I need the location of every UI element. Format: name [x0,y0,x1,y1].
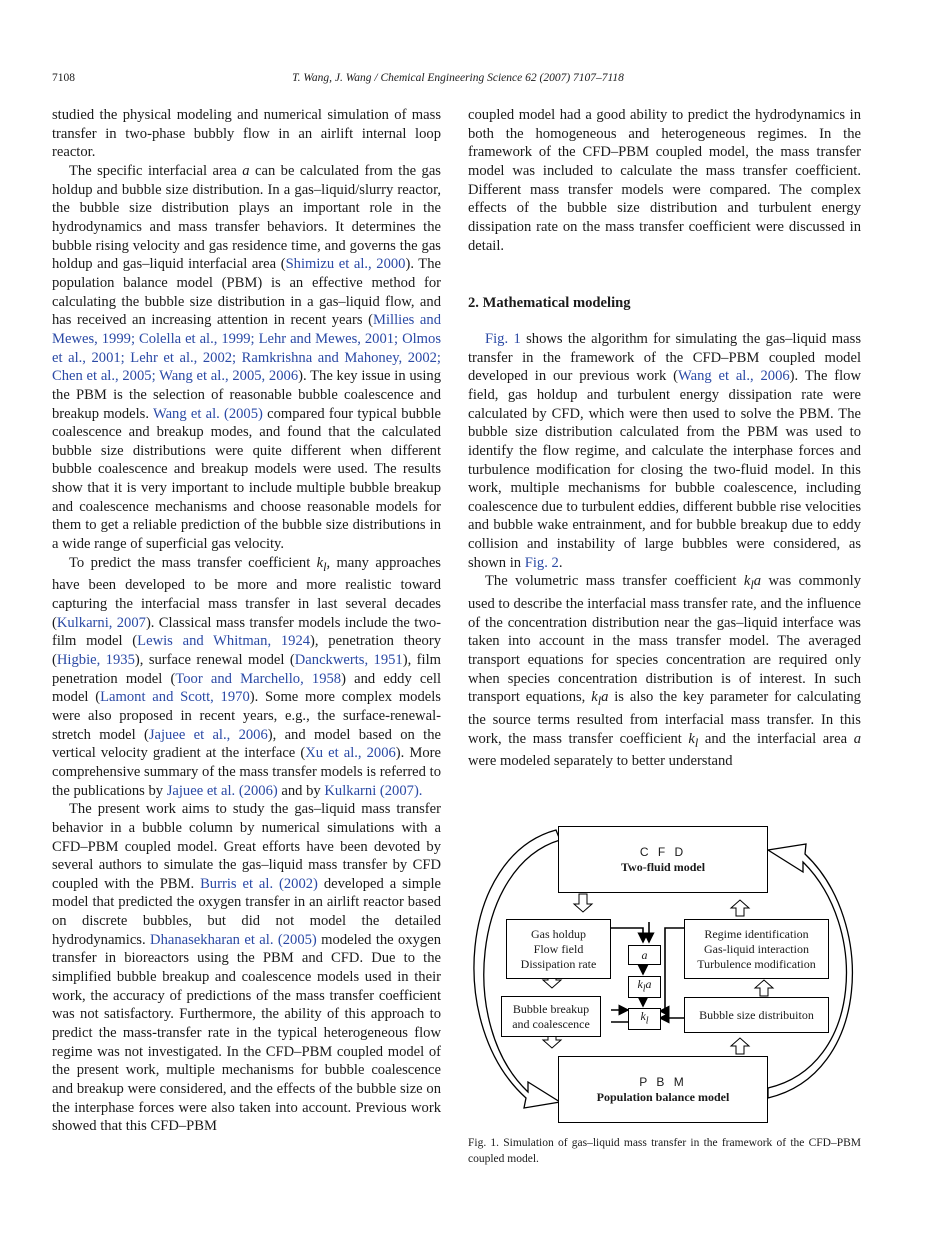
cfd-subtitle: Two-fluid model [620,859,706,874]
figure-link[interactable]: Fig. 2 [524,554,559,571]
citation-link[interactable]: Wang et al. (2005) [152,405,263,422]
paragraph: coupled model had a good ability to predict the hydrodynamics in both the homogeneous and heterogeneous regimes. In the framework of the CFD–PBM coupled model, the mass transfer model was included to calculate the mass transfer coefficient. Different mass transfer models were compared. The complex effects of the bubble size distribution and turbulent energy dissipation rate on the mass transfer coefficient were discussed in detail. [468,107,861,254]
citation-link[interactable]: Kulkarni (2007). [324,782,423,799]
citation-link[interactable]: Jajuee et al., 2006 [148,726,268,743]
pbm-title: P B M [639,1074,687,1089]
hollow-arrow-up [731,1038,749,1054]
left-column [52,106,441,1136]
figure-1 [468,826,861,1126]
citation-link[interactable]: Lamont and Scott, 1970 [100,689,250,706]
paragraph: The present work aims to study the gas–liquid mass transfer behavior in a bubble column by numerical simulations with a CFD–PBM coupled model. Great efforts have been devoted by several authors to simulate the gas–liquid mass transfer by CFD coupled with the PBM. Burris et al. (2002) developed a simple model that predicted the oxygen transfer in an airlift reactor based on discrete bubbles, but did not model the detailed hydrodynamics. Dhanasekharan et al. (2005) modeled the oxygen transfer in bioreactors using the PBM and CFD. Due to the simplified bubble breakup and coalescence models used in their work, the accuracy of predictions of the mass transfer coefficient was not satisfactory. Furthermore, the ability of this approach to predict the mass-transfer rate in the typical heterogeneous flow regime was not investigated. In the CFD–PBM coupled model of the present work, multiple mechanisms for bubble coalescence and breakup were considered, and the effects of the bubble size on the interphase forces were also taken into account. Previous work showed that this CFD–PBM [52,801,441,1135]
cfd-box [558,826,768,893]
interfacial-area-box: a [628,945,661,965]
section-heading: 2. Mathematical modeling [468,295,631,312]
pbm-box [558,1056,768,1123]
figure-link[interactable]: Fig. 1 [485,330,521,347]
running-header [52,72,864,88]
citation-link[interactable]: Jajuee et al. (2006) [166,782,278,799]
paragraph: The specific interfacial area a can be calculated from the gas holdup and bubble size distribution. In a gas–liquid/slurry reactor, the bubble size distribution plays an important role in the hydrodynamics and mass transfer behaviors. It determines the bubble rising velocity and gas residence time, and governs the gas holdup and gas–liquid interfacial area (Shimizu et al., 2000). The population balance model (PBM) is an effective method for calculating the bubble size distribution in a gas–liquid flow, and has received an increasing attention in recent years (Millies and Mewes, 1999; Colella et al., 1999; Lehr and Mewes, 2001; Olmos et al., 2001; Lehr et al., 2002; Ramkrishna and Mahoney, 2002; Chen et al., 2005; Wang et al., 2005, 2006). The key issue in using the PBM is the selection of reasonable bubble coalescence and breakup models. Wang et al. (2005) compared four typical bubble coalescence and breakup modes, and found that the calculated bubble size distributions were quite different when different bubble coalescence and breakup models were used. The results show that it is very important to include multiple bubble breakup and coalescence mechanisms and choose reasonable models for them to get a reliable prediction of the bubble size distributions in a wide range of superficial gas velocity. [52,162,442,553]
paragraph: studied the physical modeling and numerical simulation of mass transfer in two-phase bubbly flow in an airlift internal loop reactor. [52,107,441,161]
cfd-title: C F D [639,844,687,859]
citation-link[interactable]: Millies and Mewes, 1999; Colella et al., 1999; Lehr and Mewes, 2001; Olmos et al., 2001; Lehr et al., 2002; Ramkrishna and Mahoney, 2002; Chen et al., 2005; Wang et al., 2005, 2006 [52,312,442,385]
citation-link[interactable]: Xu et al., 2006 [305,745,396,762]
flow-quantities-box: Gas holdup Flow field Dissipation rate [506,919,611,979]
citation-link[interactable]: Toor and Marchello, 1958 [175,670,342,687]
kla-box: $k_la$ [628,976,661,998]
citation-link[interactable]: Higbie, 1935 [56,651,135,668]
pbm-subtitle: Population balance model [596,1089,730,1104]
figure-caption: Fig. 1. Simulation of gas–liquid mass transfer in the framework of the CFD–PBM coupled model. [468,1137,861,1165]
hollow-arrow-up [755,980,773,996]
paragraph: The volumetric mass transfer coefficient $k_la$ was commonly used to describe the interfacial mass transfer rate, and the influence of the concentration distribution near the gas–liquid interface was taken into account in the mass transfer model. The averaged transport equations for species concentration are required only when species concentration distribution is of interest. In such transport equations, $k_la$ is also the key parameter for calculating the source terms resulted from interfacial mass transfer. In this work, the mass transfer coefficient $k_l$ and the interfacial area a were modeled separately to better understand [468,573,861,770]
paragraph: To predict the mass transfer coefficient $k_l$, many approaches have been developed to be more and more realistic toward capturing the interfacial mass transfer in last several decades (Kulkarni, 2007). Classical mass transfer models include the two-film model (Lewis and Whitman, 1924), penetration theory (Higbie, 1935), surface renewal model (Danckwerts, 1951), film penetration model (Toor and Marchello, 1958) and eddy cell model (Lamont and Scott, 1970). Some more complex models were also proposed in recent years, e.g., the surface-renewal-stretch model (Jajuee et al., 2006), and model based on the vertical velocity gradient at the interface (Xu et al., 2006). More comprehensive summary of the mass transfer models is referred to the publications by Jajuee et al. (2006) and by Kulkarni (2007). [52,554,441,799]
kl-box: $k_l$ [628,1008,661,1030]
regime-box: Regime identification Gas-liquid interaction Turbulence modification [684,919,829,979]
hollow-arrow-up [731,900,749,916]
running-title: T. Wang, J. Wang / Chemical Engineering Science 62 (2007) 7107–7118 [292,72,624,84]
citation-link[interactable]: Danckwerts, 1951 [294,651,403,668]
paragraph: Fig. 1 shows the algorithm for simulating the gas–liquid mass transfer in the framework of the CFD–PBM coupled model developed in our previous work (Wang et al., 2006). The flow field, gas holdup and turbulent energy dissipation rate were calculated by CFD, which were then used to solve the PBM. The bubble size distribution calculated from the PBM was used to identify the flow regime, and calculate the interphase forces and turbulence modification for closing the two-fluid model. In this work, multiple mechanisms for bubble coalescence, including coalescence due to turbulent eddies, different bubble rise velocities and bubble wake entrainment, and for bubble breakup due to eddy collision and instability of large bubbles were considered, as shown in Fig. 2. [468,330,861,571]
citation-link[interactable]: Shimizu et al., 2000 [285,256,406,273]
bubble-size-distribution-box: Bubble size distribuiton [684,997,829,1033]
breakup-coalescence-box: Bubble breakup and coalescence [501,996,601,1037]
citation-link[interactable]: Burris et al. (2002) [200,875,318,892]
page-number: 7108 [52,72,75,84]
right-column [468,106,861,771]
citation-link[interactable]: Dhanasekharan et al. (2005) [150,931,317,948]
citation-link[interactable]: Lewis and Whitman, 1924 [137,633,311,650]
citation-link[interactable]: Kulkarni, 2007 [56,614,146,631]
citation-link[interactable]: Wang et al., 2006 [677,368,790,385]
hollow-arrow-down [574,894,592,912]
